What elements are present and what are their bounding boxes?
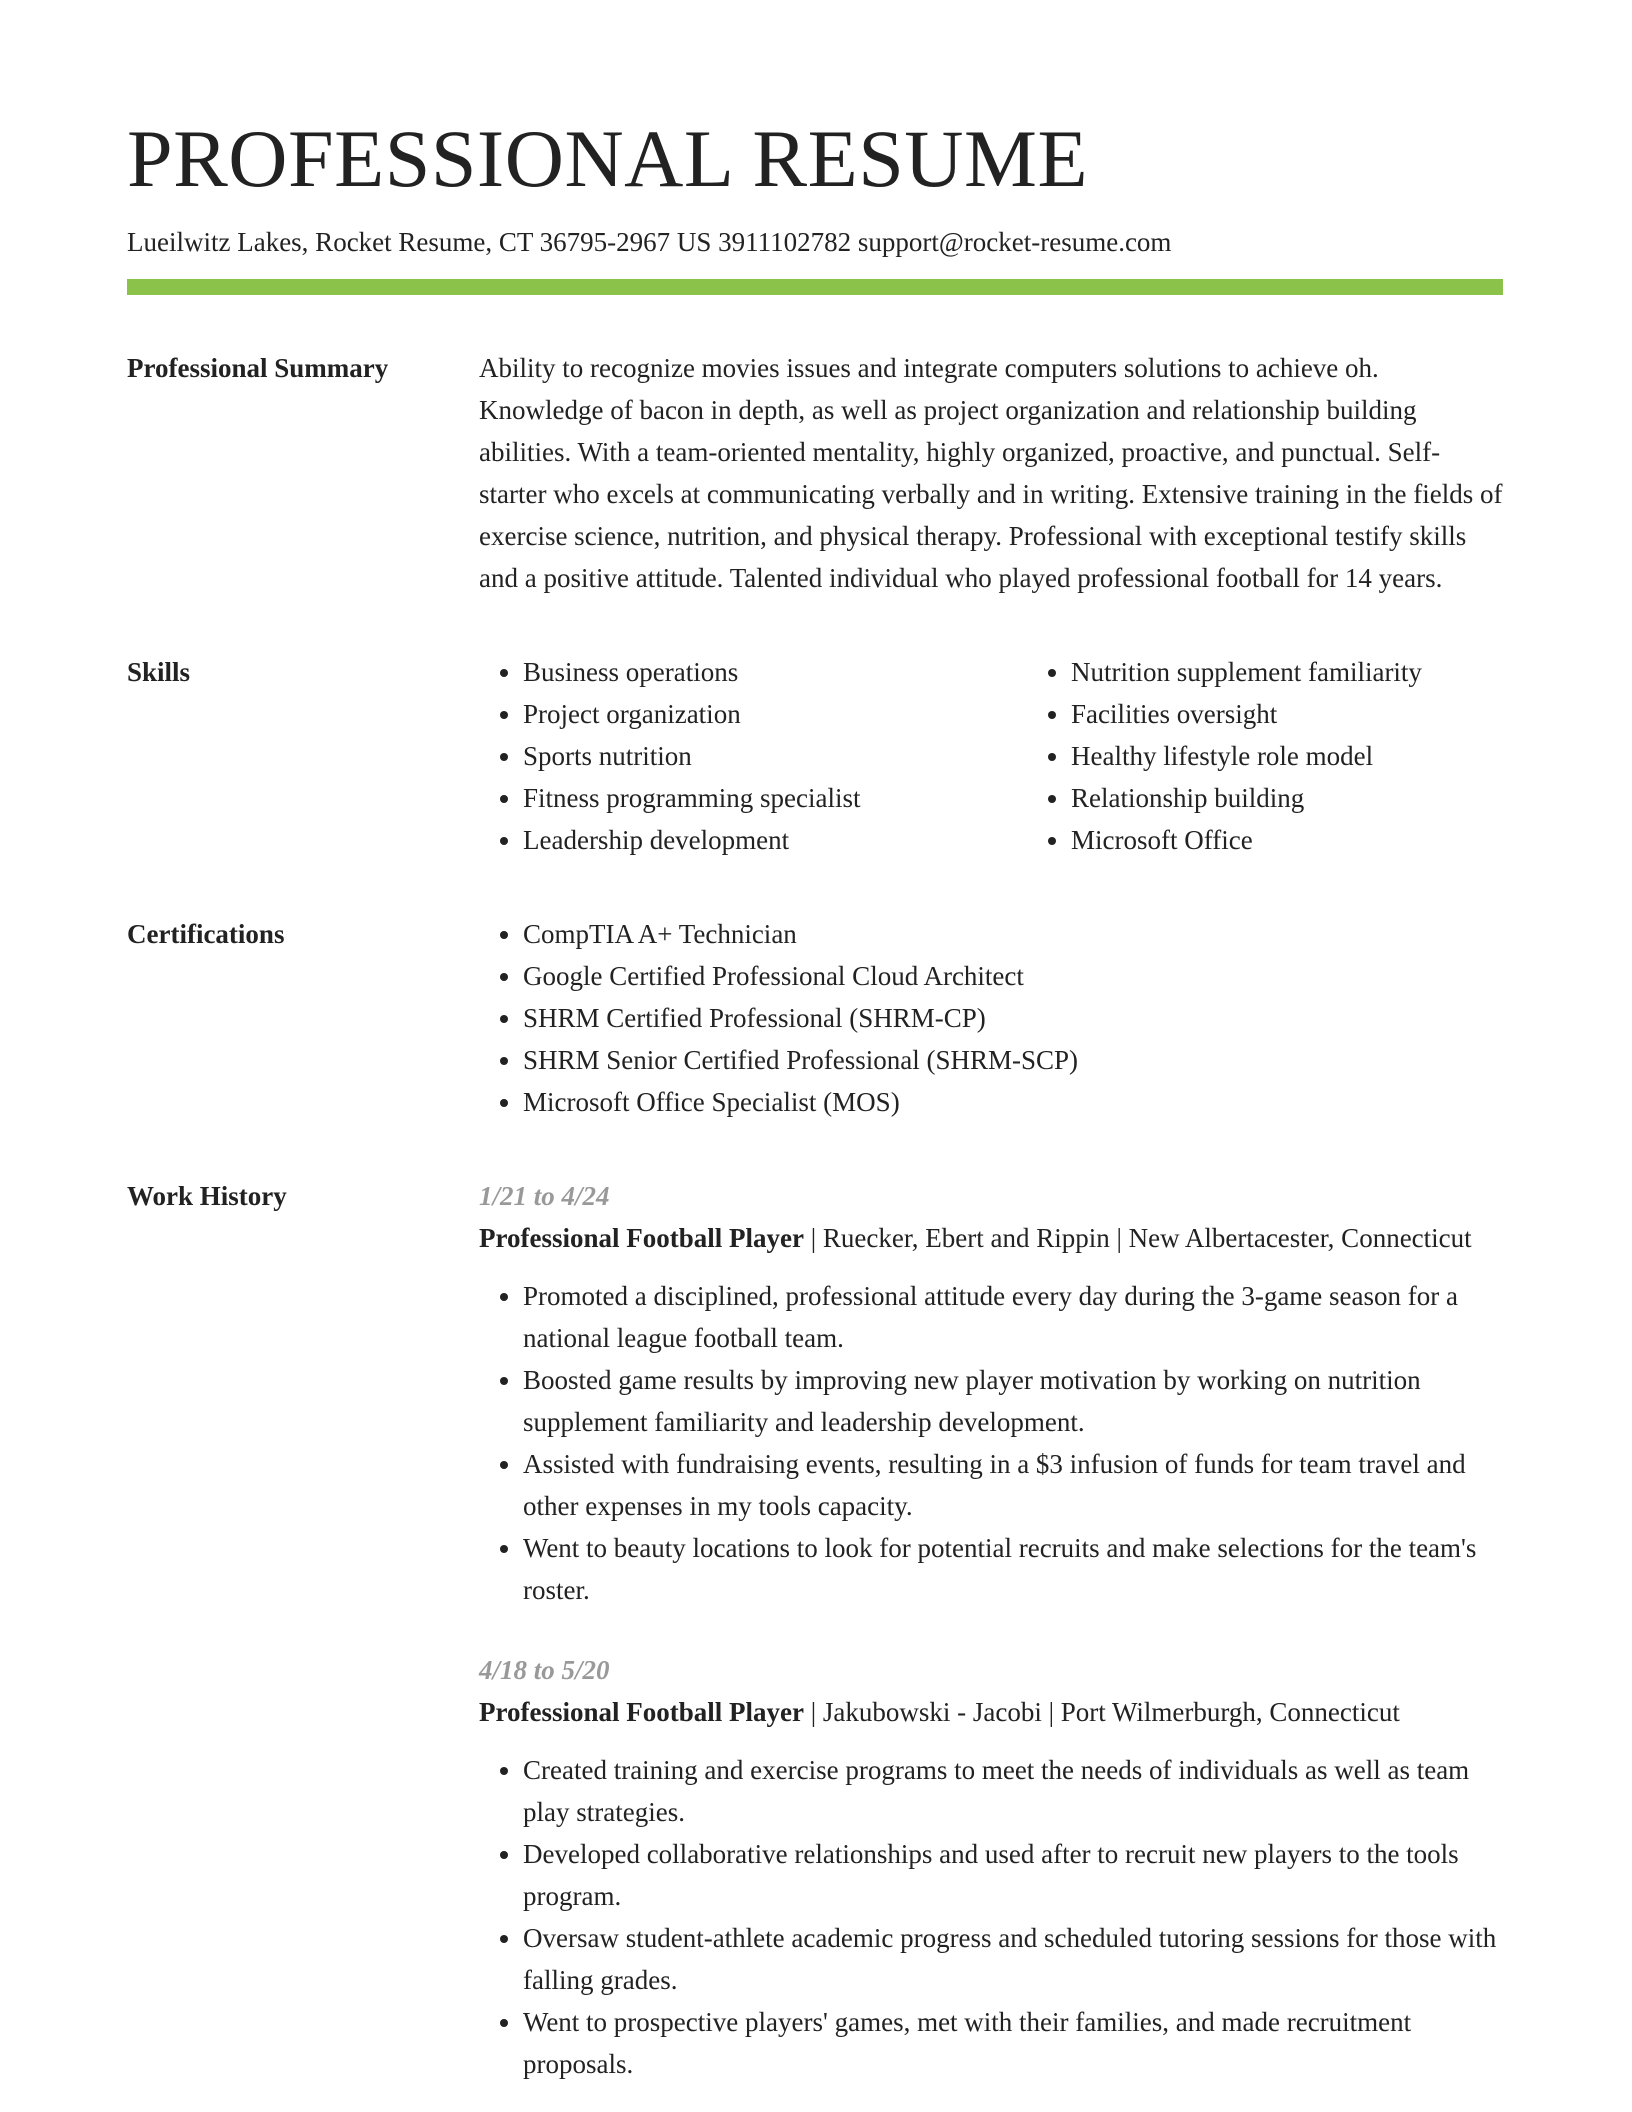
certification-item: • Google Certified Professional Cloud Architect: [523, 955, 1503, 997]
skill-item: • Healthy lifestyle role model: [1071, 735, 1503, 777]
job-duty-item: • Created training and exercise programs to meet the needs of individuals as well as team play strategies.: [523, 1749, 1503, 1833]
skills-section: [127, 651, 1503, 861]
skill-item: • Facilities oversight: [1071, 693, 1503, 735]
resume-title: PROFESSIONAL RESUME: [127, 113, 1089, 204]
summary-section: [127, 347, 1503, 599]
skill-item: • Leadership development: [523, 819, 1027, 861]
section-title-summary: Professional Summary: [127, 353, 389, 384]
job-duty-item: • Promoted a disciplined, professional attitude every day during the 3-game season for a national league football team.: [523, 1275, 1503, 1359]
certification-item: • Microsoft Office Specialist (MOS): [523, 1081, 1503, 1123]
section-title-work-history: Work History: [127, 1181, 287, 1212]
skill-item: • Nutrition supplement familiarity: [1071, 651, 1503, 693]
contact-line: Lueilwitz Lakes, Rocket Resume, CT 36795-2967 US 3911102782 support@rocket-resume.com: [127, 227, 1172, 257]
work-history-section: [127, 1175, 1503, 2085]
job-duties-list: [479, 1749, 1503, 2085]
job-entry: [479, 1175, 1503, 1611]
resume-page: [127, 113, 1503, 2085]
job-duty-item: • Developed collaborative relationships and used after to recruit new players to the tools program.: [523, 1833, 1503, 1917]
job-heading: [479, 1691, 1503, 1733]
job-duty-item: • Boosted game results by improving new player motivation by working on nutrition supplement familiarity and leadership development.: [523, 1359, 1503, 1443]
skills-list-left: [479, 651, 1027, 861]
job-title: Professional Football Player: [479, 1697, 804, 1728]
certifications-list: [479, 913, 1503, 1123]
certifications-section: [127, 913, 1503, 1123]
skills-list-right: [1027, 651, 1503, 861]
job-employer-location: | Ruecker, Ebert and Rippin | New Albertacester, Connecticut: [803, 1223, 1472, 1254]
skill-item: • Relationship building: [1071, 777, 1503, 819]
job-dates: 4/18 to 5/20: [479, 1655, 610, 1686]
job-duties-list: [479, 1275, 1503, 1611]
job-heading: [479, 1217, 1503, 1259]
job-entry: [479, 1649, 1503, 2085]
job-duty-item: • Assisted with fundraising events, resulting in a $3 infusion of funds for team travel and other expenses in my tools capacity.: [523, 1443, 1503, 1527]
section-title-certifications: Certifications: [127, 919, 285, 950]
certification-item: • CompTIA A+ Technician: [523, 913, 1503, 955]
accent-divider: [127, 279, 1503, 295]
section-title-skills: Skills: [127, 657, 191, 688]
job-dates: 1/21 to 4/24: [479, 1181, 610, 1212]
job-duty-item: • Went to prospective players' games, met with their families, and made recruitment proposals.: [523, 2001, 1503, 2085]
skill-item: • Project organization: [523, 693, 1027, 735]
skill-item: • Fitness programming specialist: [523, 777, 1027, 819]
job-title: Professional Football Player: [479, 1223, 804, 1254]
job-duty-item: • Oversaw student-athlete academic progress and scheduled tutoring sessions for those with falling grades.: [523, 1917, 1503, 2001]
summary-text: Ability to recognize movies issues and integrate computers solutions to achieve oh. Knowledge of bacon in depth, as well as project organization and relationship building abilities. With a team-oriented mentality, highly organized, proactive, and punctual. Self-starter who excels at communicating verbally and in writing. Extensive training in the fields of exercise science, nutrition, and physical therapy. Professional with exceptional testify skills and a positive attitude. Talented individual who played professional football for 14 years.: [479, 353, 1503, 594]
job-duty-item: • Went to beauty locations to look for potential recruits and make selections for the team's roster.: [523, 1527, 1503, 1611]
skill-item: • Microsoft Office: [1071, 819, 1503, 861]
certification-item: • SHRM Senior Certified Professional (SHRM-SCP): [523, 1039, 1503, 1081]
skill-item: • Sports nutrition: [523, 735, 1027, 777]
job-employer-location: | Jakubowski - Jacobi | Port Wilmerburgh, Connecticut: [803, 1697, 1400, 1728]
certification-item: • SHRM Certified Professional (SHRM-CP): [523, 997, 1503, 1039]
skill-item: • Business operations: [523, 651, 1027, 693]
